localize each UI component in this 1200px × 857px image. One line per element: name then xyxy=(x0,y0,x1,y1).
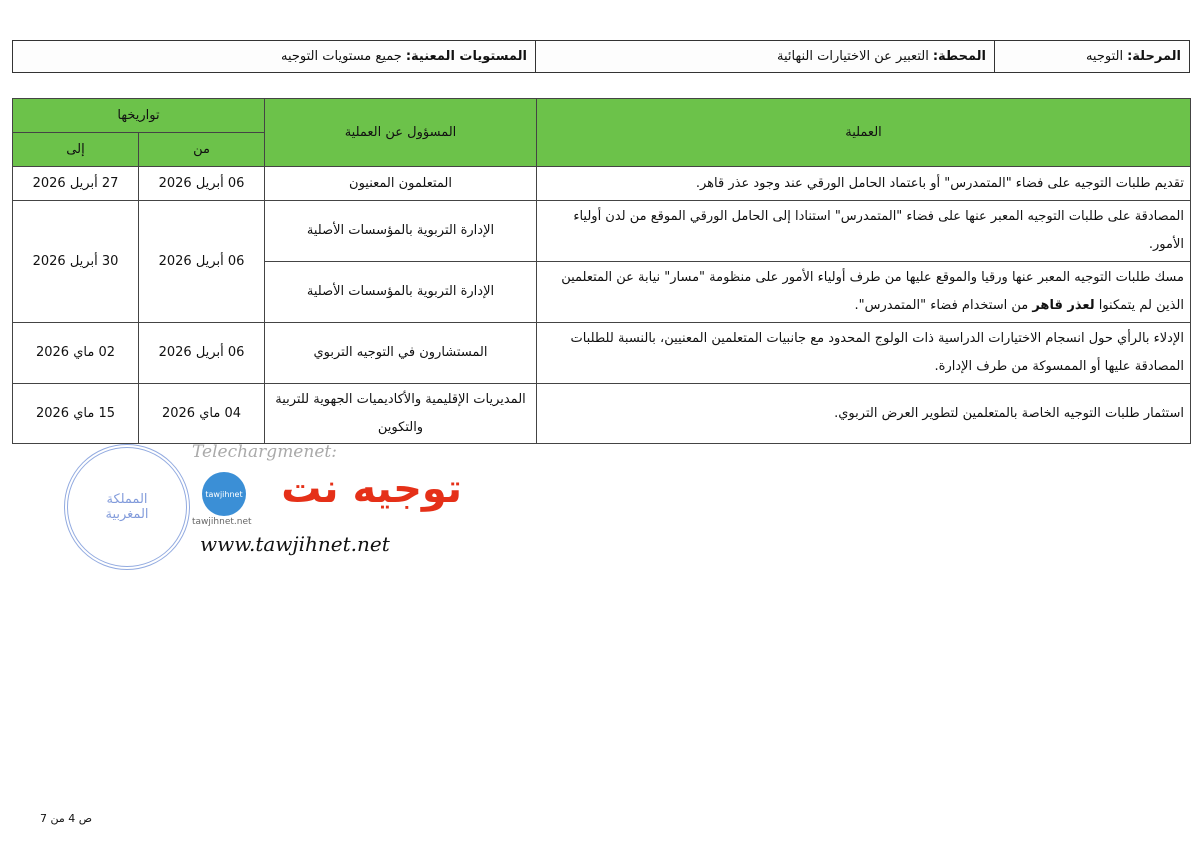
header-from: من xyxy=(139,133,265,167)
responsible-cell: الإدارة التربوية بالمؤسسات الأصلية xyxy=(265,262,537,323)
header-bar xyxy=(12,40,1190,73)
brand-circle xyxy=(202,472,246,516)
operation-bold-text: لعذر قاهر xyxy=(1032,298,1095,313)
to-date: 02 ماي 2026 xyxy=(13,323,139,384)
stamp xyxy=(64,444,190,570)
header-to: إلى xyxy=(13,133,139,167)
responsible-cell: الإدارة التربوية بالمؤسسات الأصلية xyxy=(265,201,537,262)
responsible-cell: المتعلمون المعنيون xyxy=(265,167,537,201)
operation-cell: المصادقة على طلبات التوجيه المعبر عنها على فضاء "المتمدرس" استنادا إلى الحامل الورقي الموقع من لدن أولياء الأمور. xyxy=(537,201,1191,262)
phase-cell xyxy=(994,41,1189,72)
small-url: tawjihnet.net xyxy=(192,517,252,527)
operation-cell: تقديم طلبات التوجيه على فضاء "المتمدرس" أو باعتماد الحامل الورقي عند وجود عذر قاهر. xyxy=(537,167,1191,201)
download-label: Telechargmenet: xyxy=(192,442,337,462)
from-date: 06 أبريل 2026 xyxy=(139,201,265,323)
operation-text: مسك طلبات التوجيه المعبر عنها ورقيا والموقع عليها من طرف أولياء الأمور على منظومة "مسار" نيابة عن المتعلمين الذين لم يتمكنوا xyxy=(561,270,1184,313)
brand-latin: tawjihnet xyxy=(205,489,243,499)
table-row xyxy=(13,201,1191,262)
levels-label: المستويات المعنية: xyxy=(405,49,527,64)
responsible-cell: المستشارون في التوجيه التربوي xyxy=(265,323,537,384)
to-date: 30 أبريل 2026 xyxy=(13,201,139,323)
header-dates: تواريخها xyxy=(13,99,265,133)
levels-cell xyxy=(13,41,535,72)
to-date: 27 أبريل 2026 xyxy=(13,167,139,201)
from-date: 06 أبريل 2026 xyxy=(139,323,265,384)
brand-arabic: توجيه نت xyxy=(281,466,462,512)
operation-cell xyxy=(537,262,1191,323)
station-cell xyxy=(535,41,994,72)
table-row xyxy=(13,167,1191,201)
from-date: 04 ماي 2026 xyxy=(139,384,265,444)
stamp-text: المملكة المغربية xyxy=(105,492,149,522)
operation-text: من استخدام فضاء "المتمدرس". xyxy=(854,298,1033,313)
station-value: التعبير عن الاختيارات النهائية xyxy=(777,49,929,64)
schedule-table xyxy=(12,98,1191,444)
levels-value: جميع مستويات التوجيه xyxy=(280,49,402,64)
header-responsible: المسؤول عن العملية xyxy=(265,99,537,167)
phase-label: المرحلة: xyxy=(1127,49,1181,64)
from-date: 06 أبريل 2026 xyxy=(139,167,265,201)
website-url: www.tawjihnet.net xyxy=(200,532,390,556)
page-number: ص 4 من 7 xyxy=(40,812,93,825)
table-row xyxy=(13,323,1191,384)
responsible-cell: المديريات الإقليمية والأكاديميات الجهوية للتربية والتكوين xyxy=(265,384,537,444)
phase-value: التوجيه xyxy=(1085,49,1124,64)
brand-logo xyxy=(192,466,462,528)
table-row xyxy=(13,384,1191,444)
header-operation: العملية xyxy=(537,99,1191,167)
operation-cell: الإدلاء بالرأي حول انسجام الاختيارات الدراسية ذات الولوج المحدود مع جانبيات المتعلمين المعنيين، بالنسبة للطلبات المصادقة عليها أو الممسوكة من طرف الإدارة. xyxy=(537,323,1191,384)
operation-cell: استثمار طلبات التوجيه الخاصة بالمتعلمين لتطوير العرض التربوي. xyxy=(537,384,1191,444)
station-label: المحطة: xyxy=(932,49,986,64)
to-date: 15 ماي 2026 xyxy=(13,384,139,444)
